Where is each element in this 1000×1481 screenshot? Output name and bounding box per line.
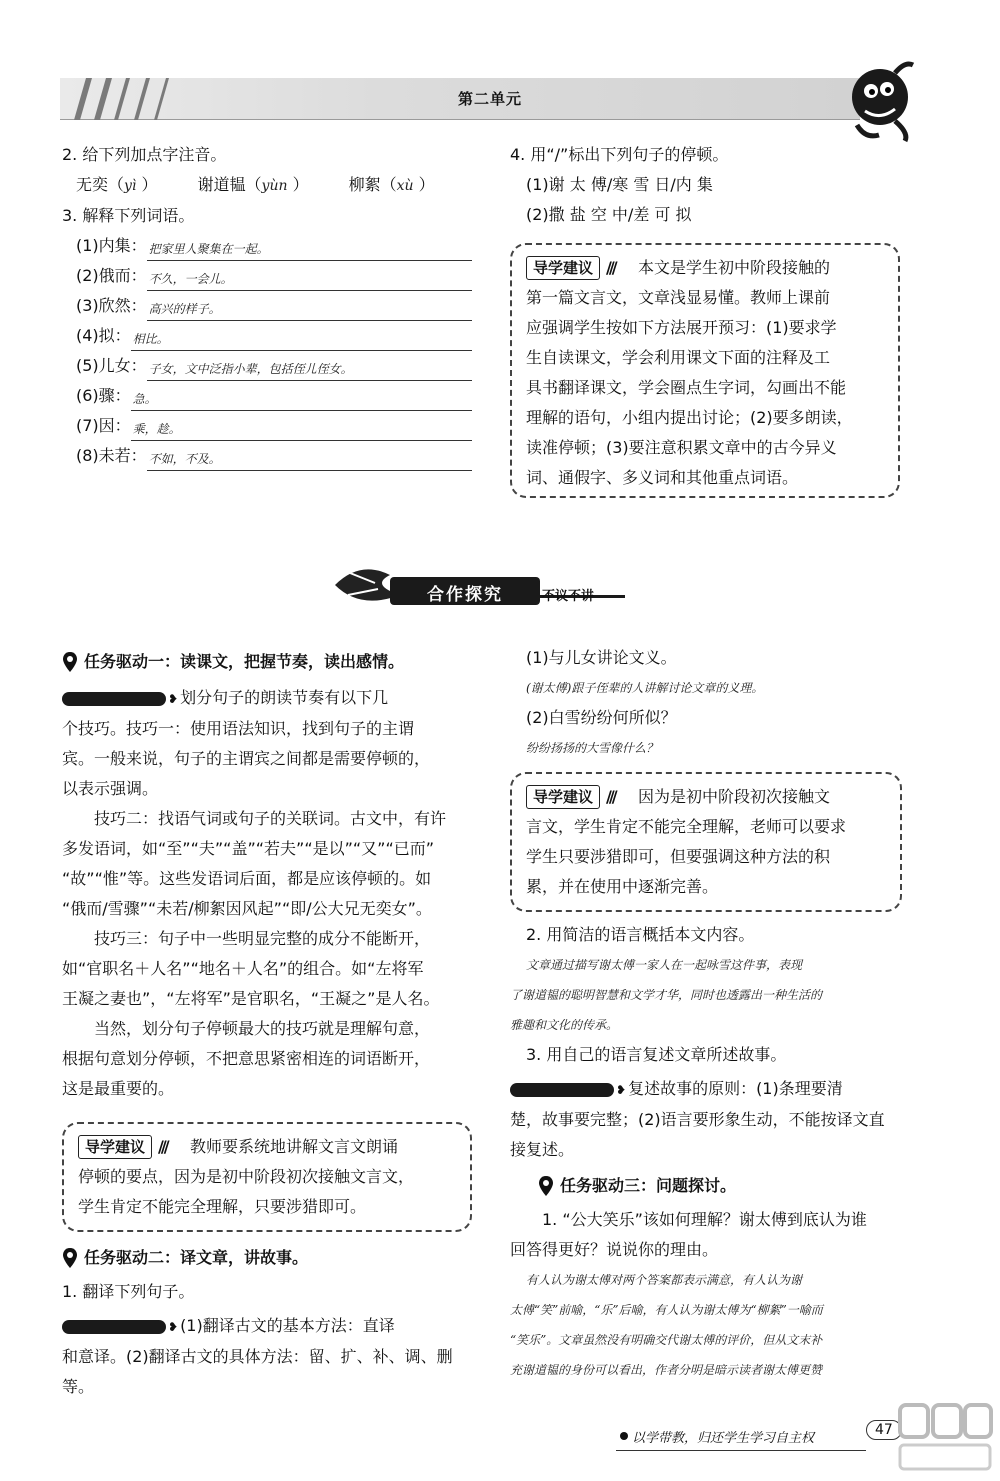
definition-row: (4)拟： 相比。 bbox=[62, 321, 472, 351]
left-bottom-section: 任务驱动一：读课文，把握节奏，读出感情。 ❥ 划分句子的朗读节奏有以下几 个技巧。技巧一：使用语法知识，找到句子的主谓 宾。一般来说，句子的主谓宾之间都是需要停顿的， 以表示强调。 技巧二：找语气词或句子的关联词。古文中，有许 多发语词，如“至”“夫”“盖”“若夫”“是以”“又”“已而” “故”“惟”等。这些发语词后面，都是应该停顿的。如 “俄而/雪骤”“未若/柳絮因风起”“即/公大兄无奕女”。 技巧三：句子中一些明显完整的成分不能断开， 如“官职名＋人名”“地名＋人名”的组合。如“左将军 王凝之妻也”，“左将军”是官职名，“王凝之”是人名。 当然，划分句子停顿最大的技巧就是理解句意， 根据句意划分停顿，不把意思紧密相连的词语断开， 这是最重要的。 bbox=[62, 647, 477, 1104]
paragraph-line: 个技巧。技巧一：使用语法知识，找到句子的主谓 bbox=[62, 718, 415, 738]
unit-title: 第二单元 bbox=[457, 90, 522, 108]
guide-tip-tag: 导学建议 bbox=[78, 1135, 152, 1159]
definition-row: (6)骤： 急。 bbox=[62, 381, 472, 411]
discussion-question-line: 回答得更好？说说你的理由。 bbox=[510, 1239, 719, 1259]
question-4-title: 4. 用“/”标出下列句子的停顿。 bbox=[510, 145, 729, 164]
pinyin-item: 无奕（yì ） bbox=[76, 175, 158, 194]
definition-row: (8)未若： 不如，不及。 bbox=[62, 441, 472, 471]
method-pill-icon bbox=[62, 1320, 166, 1334]
summary-question: 2. 用简洁的语言概括本文内容。 bbox=[526, 925, 755, 944]
pinyin-row bbox=[62, 170, 472, 201]
header-stripes-decoration bbox=[70, 76, 190, 122]
guide-tip-tag: 导学建议 bbox=[526, 785, 600, 809]
hatch-icon: /// bbox=[606, 258, 615, 277]
tip-line: 累，并在使用中逐渐完善。 bbox=[526, 877, 719, 896]
translate-sentence-2: (2)白雪纷纷何所似？ bbox=[526, 708, 677, 727]
location-pin-icon bbox=[62, 651, 78, 673]
paragraph-line: 王凝之妻也”，“左将军”是官职名，“王凝之”是人名。 bbox=[62, 988, 440, 1008]
translate-question: 1. 翻译下列句子。 bbox=[62, 1282, 195, 1301]
hatch-icon: /// bbox=[158, 1137, 167, 1156]
tip-line: 第一篇文言文，文章浅显易懂。教师上课前 bbox=[526, 288, 831, 307]
retell-question: 3. 用自己的语言复述文章所述故事。 bbox=[526, 1045, 787, 1064]
definition-row: (1)内集： 把家里人聚集在一起。 bbox=[62, 231, 472, 261]
tip-line: 学生肯定不能完全理解，只要涉猎即可。 bbox=[78, 1197, 367, 1216]
pinyin-item: 柳絮（xù ） bbox=[348, 175, 435, 194]
banner-subtitle: 不议不讲 bbox=[542, 589, 595, 604]
arrow-icon: ❥ bbox=[616, 1082, 627, 1097]
guide-tip-tag: 导学建议 bbox=[526, 256, 600, 280]
tip-line: 言文，学生肯定不能完全理解，老师可以要求 bbox=[526, 817, 847, 836]
paragraph-line: 以表示强调。 bbox=[62, 778, 159, 798]
task-2-heading: 任务驱动二：译文章，讲故事。 bbox=[62, 1243, 477, 1273]
paragraph-line: 楚，故事要完整；(2)语言要形象生动，不能按译文直 bbox=[510, 1109, 885, 1129]
question-2-title: 2. 给下列加点字注音。 bbox=[62, 145, 227, 164]
pinyin-item: 谢道韫（yùn ） bbox=[197, 175, 309, 194]
right-bottom-section bbox=[510, 643, 900, 763]
paragraph-line: 技巧三：句子中一些明显完整的成分不能断开， bbox=[94, 928, 431, 948]
guide-tip-box-2: 导学建议 /// 教师要系统地讲解文言文朗诵 停顿的要点，因为是初中阶段初次接触文言文， 学生肯定不能完全理解，只要涉猎即可。 bbox=[62, 1122, 472, 1232]
paragraph-line: 根据句意划分停顿，不把意思紧密相连的词语断开， bbox=[62, 1048, 431, 1068]
tip-line: 应强调学生按如下方法展开预习：(1)要求学 bbox=[526, 318, 837, 337]
watermark-logo-icon bbox=[895, 1400, 995, 1475]
footer-slogan: 以学带教，归还学生学习自主权 bbox=[632, 1431, 815, 1446]
definition-row: (3)欣然： 高兴的样子。 bbox=[62, 291, 472, 321]
page-number: 47 bbox=[866, 1420, 902, 1440]
tip-line: 读准停顿；(3)要注意积累文章中的古今异义 bbox=[526, 438, 837, 457]
tip-line: 生自读课文，学会利用课文下面的注释及工 bbox=[526, 348, 831, 367]
right-top-section bbox=[510, 140, 890, 230]
pause-sentence-2: (2)撒 盐 空 中/差 可 拟 bbox=[526, 205, 692, 224]
method-pill-icon bbox=[510, 1083, 614, 1097]
paragraph-line: “故”“惟”等。这些发语词后面，都是应该停顿的。如 bbox=[62, 868, 432, 888]
tip-line: 词、通假字、多义词和其他重点词语。 bbox=[526, 468, 799, 487]
right-bottom-section-2: 2. 用简洁的语言概括本文内容。 文章通过描写谢太傅一家人在一起咏雪这件事，表现 了谢道韫的聪明智慧和文学才华，同时也透露出一种生活的 雅趣和文化的传承。 3. 用自己的语言复述文章所述故事。 ❥ 复述故事的原则：(1)条理要清 楚，故事要完整；(2)语言要形象生动，不能按译文直 接复述。 任务驱动三：问题探讨。 1. “公大笑乐”该如何理解？谢太傅到底认为谁 回答得更好？说说你的理由。 有人认为谢太傅对两个答案都表示满意，有人认为谢 太傅“笑”前喻，“乐”后喻，有人认为谢太傅为“柳絮”一喻而 “笑乐”。文章虽然没有明确交代谢太傅的评价，但从文末补 充谢道韫的身份可以看出，作者分明是暗示读者谢太傅更赞 bbox=[510, 920, 902, 1385]
definition-row: (5)儿女： 子女，文中泛指小辈，包括侄儿侄女。 bbox=[62, 351, 472, 381]
arrow-icon: ❥ bbox=[168, 691, 179, 706]
discussion-answer-line: 有人认为谢太傅对两个答案都表示满意，有人认为谢 bbox=[526, 1272, 803, 1287]
summary-answer-line: 雅趣和文化的传承。 bbox=[510, 1018, 619, 1032]
pause-sentence-1: (1)谢 太 傅/寒 雪 日/内 集 bbox=[526, 175, 713, 194]
paragraph-line: 如“官职名＋人名”“地名＋人名”的组合。如“左将军 bbox=[62, 958, 424, 978]
guide-tip-box-3: 导学建议 /// 因为是初中阶段初次接触文 言文，学生肯定不能完全理解，老师可以要求 学生只要涉猎即可，但要强调这种方法的积 累，并在使用中逐渐完善。 bbox=[510, 772, 902, 912]
summary-answer-line: 了谢道韫的聪明智慧和文学才华，同时也透露出一种生活的 bbox=[510, 988, 823, 1002]
method-pill-icon bbox=[62, 692, 166, 706]
discussion-answer-line: “笑乐”。文章虽然没有明确交代谢太傅的评价，但从文末补 bbox=[510, 1332, 823, 1347]
tip-line: 学生只要涉猎即可，但要强调这种方法的积 bbox=[526, 847, 831, 866]
tip-line: 停顿的要点，因为是初中阶段初次接触文言文， bbox=[78, 1167, 415, 1186]
discussion-answer-line: 太傅“笑”前喻，“乐”后喻，有人认为谢太傅为“柳絮”一喻而 bbox=[510, 1302, 823, 1317]
discussion-question-line: 1. “公大笑乐”该如何理解？谢太傅到底认为谁 bbox=[542, 1209, 867, 1229]
paragraph-line: 多发语词，如“至”“夫”“盖”“若夫”“是以”“又”“已而” bbox=[62, 838, 435, 858]
translate-answer-2: 纷纷扬扬的大雪像什么？ bbox=[526, 741, 659, 755]
paragraph-line: 当然，划分句子停顿最大的技巧就是理解句意， bbox=[94, 1018, 431, 1038]
footer-bullet-icon bbox=[620, 1432, 628, 1440]
paragraph-line: 技巧二：找语气词或句子的关联词。古文中，有许 bbox=[94, 808, 447, 828]
translate-sentence-1: (1)与儿女讲论文义。 bbox=[526, 648, 677, 667]
footer-divider bbox=[616, 1450, 866, 1451]
guide-tip-box-1: 导学建议 /// 本文是学生初中阶段接触的 第一篇文言文，文章浅显易懂。教师上课前 应强调学生按如下方法展开预习：(1)要求学 生自读课文，学会利用课文下面的注释及工 具书翻译课文，学会圈点生字词，勾画出不能 理解的语句，小组内提出讨论；(2)要多朗读， 读准停顿；(3)要注意积累文章中的古今异义 词、通假字、多义词和其他重点词语。 bbox=[510, 243, 900, 498]
paragraph-line: 这是最重要的。 bbox=[62, 1078, 175, 1098]
paragraph-line: “俄而/雪骤”“未若/柳絮因风起”“即/公大兄无奕女”。 bbox=[62, 898, 432, 918]
summary-answer-line: 文章通过描写谢太傅一家人在一起咏雪这件事，表现 bbox=[526, 958, 803, 972]
location-pin-icon bbox=[62, 1247, 78, 1269]
tip-line: 理解的语句，小组内提出讨论；(2)要多朗读， bbox=[526, 408, 853, 427]
task-3-heading: 任务驱动三：问题探讨。 bbox=[510, 1171, 902, 1201]
location-pin-icon bbox=[538, 1175, 554, 1197]
tip-line: 具书翻译课文，学会圈点生字词，勾画出不能 bbox=[526, 378, 847, 397]
left-top-section bbox=[62, 140, 472, 471]
paragraph-line: 和意译。(2)翻译古文的具体方法：留、扩、补、调、删等。 bbox=[62, 1346, 453, 1396]
discussion-answer-line: 充谢道韫的身份可以看出，作者分明是暗示读者谢太傅更赞 bbox=[510, 1362, 823, 1377]
translate-answer-1: (谢太傅)跟子侄辈的人讲解讨论文章的义理。 bbox=[526, 681, 764, 695]
hatch-icon: /// bbox=[606, 787, 615, 806]
definition-row: (7)因： 乘，趁。 bbox=[62, 411, 472, 441]
paragraph-line: 接复述。 bbox=[510, 1139, 575, 1159]
mascot-icon bbox=[835, 55, 925, 145]
definition-row: (2)俄而： 不久，一会儿。 bbox=[62, 261, 472, 291]
arrow-icon: ❥ bbox=[168, 1319, 179, 1334]
question-3-title: 3. 解释下列词语。 bbox=[62, 206, 195, 225]
paragraph-line: 宾。一般来说，句子的主谓宾之间都是需要停顿的， bbox=[62, 748, 431, 768]
task-1-heading: 任务驱动一：读课文，把握节奏，读出感情。 bbox=[62, 647, 477, 677]
banner-title: 合作探究 bbox=[427, 585, 503, 605]
left-bottom-section-2: 任务驱动二：译文章，讲故事。 1. 翻译下列句子。 ❥ (1)翻译古文的基本方法：直译 和意译。(2)翻译古文的具体方法：留、扩、补、调、删等。 bbox=[62, 1243, 477, 1402]
